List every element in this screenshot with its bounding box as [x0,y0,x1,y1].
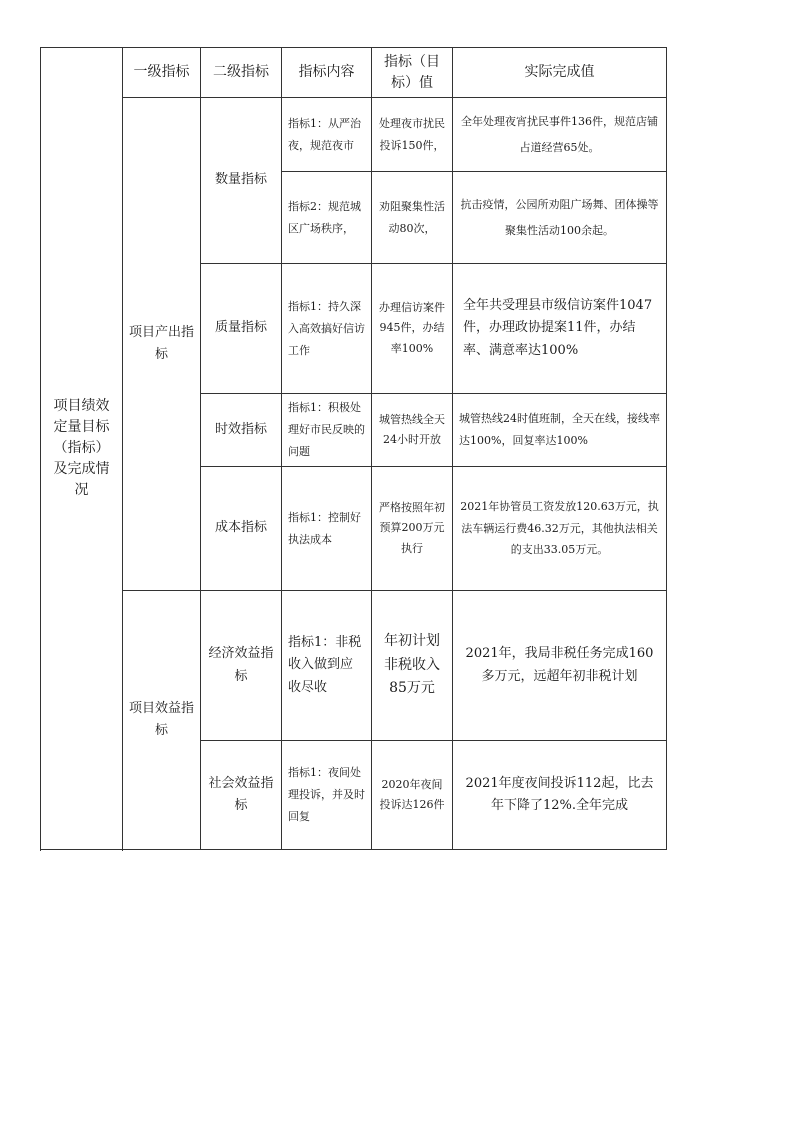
header-level2: 二级指标 [201,48,282,98]
header-content: 指标内容 [282,48,372,98]
content-cell: 指标1：夜间处理投诉，并及时回复 [282,741,372,850]
level1-benefit-cell: 项目效益指标 [123,591,201,850]
target-cell: 办理信访案件945件，办结率100% [372,264,453,394]
level2-economic-cell: 经济效益指标 [201,591,282,741]
target-cell: 2020年夜间投诉达126件 [372,741,453,850]
content-cell: 指标1：从严治夜，规范夜市 [282,98,372,172]
target-cell: 劝阻聚集性活动80次， [372,172,453,264]
content-cell: 指标1：非税收入做到应收尽收 [282,591,372,741]
level2-timeliness-cell: 时效指标 [201,394,282,467]
table-row [41,591,667,741]
actual-cell: 2021年，我局非税任务完成160多万元，远超年初非税计划 [453,591,667,741]
actual-cell: 全年共受理县市级信访案件1047件，办理政协提案11件，办结率、满意率达100% [453,264,667,394]
header-row [41,48,667,98]
actual-cell: 抗击疫情，公园所劝阻广场舞、团体操等聚集性活动100余起。 [453,172,667,264]
actual-cell: 2021年协管员工资发放120.63万元，执法车辆运行费46.32万元，其他执法相关的支出33.05万元。 [453,467,667,591]
level1-output-cell: 项目产出指标 [123,98,201,591]
actual-cell: 城管热线24时值班制，全天在线，接线率达100%，回复率达100% [453,394,667,467]
actual-cell: 全年处理夜宵扰民事件136件，规范店铺占道经营65处。 [453,98,667,172]
level2-cost-cell: 成本指标 [201,467,282,591]
target-cell: 城管热线全天24小时开放 [372,394,453,467]
table-row [41,98,667,172]
target-cell: 严格按照年初预算200万元执行 [372,467,453,591]
header-actual: 实际完成值 [453,48,667,98]
performance-table [40,47,667,850]
content-cell: 指标1：控制好执法成本 [282,467,372,591]
target-cell: 处理夜市扰民投诉150件， [372,98,453,172]
header-level1: 一级指标 [123,48,201,98]
level2-quantity-cell: 数量指标 [201,98,282,264]
target-cell: 年初计划非税收入85万元 [372,591,453,741]
content-cell: 指标1：持久深入高效搞好信访工作 [282,264,372,394]
header-target: 指标（目标）值 [372,48,453,98]
level2-quality-cell: 质量指标 [201,264,282,394]
content-cell: 指标1：积极处理好市民反映的问题 [282,394,372,467]
level2-social-cell: 社会效益指标 [201,741,282,850]
section-label-cell: 项目绩效定量目标（指标）及完成情况 [41,48,123,850]
actual-cell: 2021年度夜间投诉112起，比去年下降了12%.全年完成 [453,741,667,850]
content-cell: 指标2：规范城区广场秩序， [282,172,372,264]
